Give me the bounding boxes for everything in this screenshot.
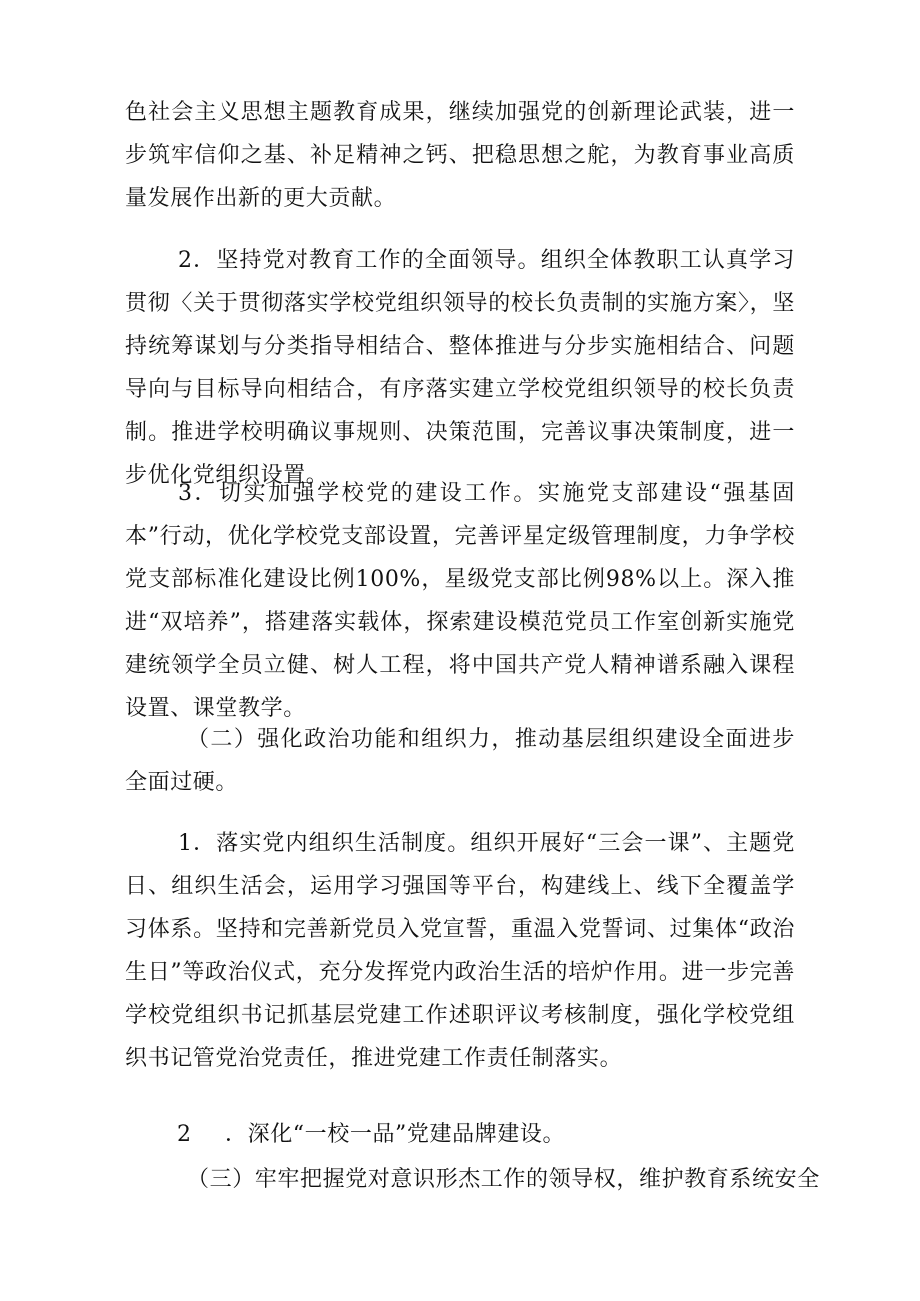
paragraph-item-2-leadership: 2．坚持党对教育工作的全面领导。组织全体教职工认真学习贯彻〈关于贯彻落实学校党组织领导的校长负责制的实施方案〉，坚持统筹谋划与分类指导相结合、整体推进与分步实施相结合、问题导向与目标导向相结合，有序落实建立学校党组织领导的校长负责制。推进学校明确议事规则、决策范围，完善议事决策制度，进一步优化党组织设置。: [125, 248, 795, 488]
paragraph-item-3-party-building: 3．切实加强学校党的建设工作。实施党支部建设“强基固本”行动，优化学校党支部设置，完善评星定级管理制度，力争学校党支部标准化建设比例100%，星级党支部比例98%以上。深入推进“双培养”，搭建落实载体，探索建设模范党员工作室创新实施党建统领学全员立健、树人工程，将中国共产党人精神谱系融入课程设置、课堂教学。: [125, 481, 795, 721]
section-heading-2: （二）强化政治功能和组织力，推动基层组织建设全面进步全面过硬。: [125, 727, 795, 795]
section-heading-3: （三）牢牢把握党对意识形杰工作的领导权，维护教育系统安全: [187, 1167, 820, 1192]
item-2-brand-building: ．深化“一校一品”党建品牌建设。: [225, 1122, 566, 1147]
item-2-number: 2: [177, 1122, 191, 1147]
paragraph-continuation: 色社会主义思想主题教育成果，继续加强党的创新理论武装，进一步筑牢信仰之基、补足精神之钙、把稳思想之舵，为教育事业高质量发展作出新的更大贡献。: [125, 100, 795, 211]
paragraph-item-1-organization-life: 1．落实党内组织生活制度。组织开展好“三会一课”、主题党日、组织生活会，运用学习强国等平台，构建线上、线下全覆盖学习体系。坚持和完善新党员入党宣誓，重温入党誓词、过集体“政治生日”等政治仪式，充分发挥党内政治生活的培炉作用。进一步完善学校党组织书记抓基层党建工作述职评议考核制度，强化学校党组织书记管党治党责任，推进党建工作责任制落实。: [125, 831, 795, 1071]
